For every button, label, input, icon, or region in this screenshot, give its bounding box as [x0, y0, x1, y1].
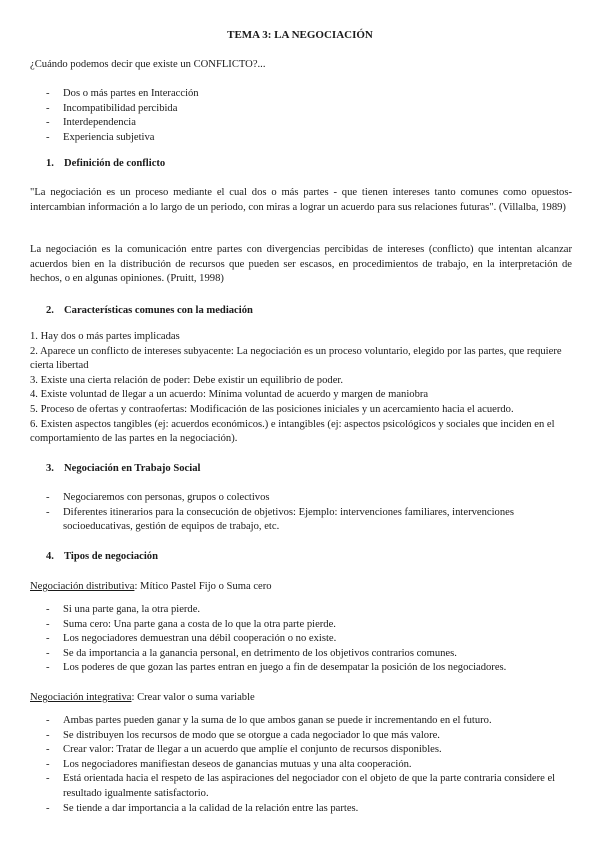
list-item: - Incompatibilidad percibida [46, 102, 178, 114]
list-item: 5. Proceso de ofertas y contraofertas: Modificación de las posiciones iniciales y un acercamiento hacia el acuerdo. [30, 403, 514, 415]
list-item: - Los poderes de que gozan las partes entran en juego a fin de desempatar la posición de los negociadores. [46, 662, 507, 674]
list-item: - Ambas partes pueden ganar y la suma de lo que ambos ganan se puede ir incrementando en el futuro. [46, 715, 492, 726]
section-heading-3: 3. Negociación en Trabajo Social [46, 463, 201, 474]
list-item: - Crear valor: Tratar de llegar a un acuerdo que amplíe el conjunto de recursos disponibles. [46, 744, 442, 756]
intro-question: ¿Cuándo podemos decir que existe un CONFLICTO?... [30, 59, 266, 70]
list-item: - Se tiende a dar importancia a la calidad de la relación entre las partes. [46, 802, 359, 814]
list-item: - Está orientada hacia el respeto de las aspiraciones del negociador con el objeto de que la parte contraria considere el resultado igualmente satisfactorio. [46, 773, 556, 799]
characteristics-list [30, 330, 572, 447]
list-item: 1. Hay dos o más partes implicadas [30, 331, 180, 342]
integrative-list [30, 714, 572, 816]
list-item: - Se da importancia a la ganancia personal, en detrimento de los objetivos contrarios comunes. [46, 647, 457, 659]
conflict-list [30, 87, 572, 145]
definition-paragraph: La negociación es la comunicación entre partes con divergencias percibidas de intereses (conflicto) que intentan alcanzar acuerdos bien en la distribución de recursos que pueden ser escasos, en procedimientos de trabajo, en la interpretación de hechos, o en algunas opiniones. (Pruitt, 1998) [30, 244, 572, 285]
list-item: - Suma cero: Una parte gana a costa de lo que la otra parte pierde. [46, 618, 336, 630]
list-item: 3. Existe una cierta relación de poder: Debe existir un equilibrio de poder. [30, 374, 343, 386]
list-item: - Se distribuyen los recursos de modo que se otorgue a cada negociador lo que más valore. [46, 729, 440, 741]
list-item: 2. Aparece un conflicto de intereses subyacente: La negociación es un proceso voluntario, elegido por las partes, que requiere cierta libertad [30, 345, 562, 372]
page-title: TEMA 3: LA NEGOCIACIÓN [227, 29, 373, 41]
section-heading-2: 2. Características comunes con la mediación [46, 305, 253, 316]
distributive-list [30, 603, 572, 676]
section-heading-4: 4. Tipos de negociación [46, 551, 158, 562]
integrative-heading: Negociación integrativa: Crear valor o suma variable [30, 692, 255, 703]
list-item: 6. Existen aspectos tangibles (ej: acuerdos económicos.) e intangibles (ej: aspectos psicológicos y sociales que inciden en el comportamiento de las partes en la negociación). [30, 418, 555, 445]
list-item: - Diferentes itinerarios para la consecución de objetivos: Ejemplo: intervenciones familiares, intervenciones socioeducativas, gestión de equipos de trabajo, etc. [46, 506, 514, 533]
definition-quote: "La negociación es un proceso mediante el cual dos o más partes - que tienen intereses tanto comunes como opuestos- intercambian información a lo largo de un periodo, con miras a lograr un acuerdo para sus relaciones futuras". (Villalba, 1989) [30, 187, 572, 213]
list-item: 4. Existe voluntad de llegar a un acuerdo: Mínima voluntad de acuerdo y margen de maniobra [30, 389, 429, 401]
section-heading-1: 1. Definición de conflicto [46, 158, 166, 169]
list-item: - Experiencia subjetiva [46, 131, 155, 143]
social-work-list [30, 491, 572, 535]
list-item: - Los negociadores demuestran una débil cooperación o no existe. [46, 633, 337, 645]
list-item: - Negociaremos con personas, grupos o colectivos [46, 492, 270, 503]
list-item: - Interdependencia [46, 117, 136, 129]
list-item: - Si una parte gana, la otra pierde. [46, 604, 201, 615]
distributive-heading: Negociación distributiva: Mítico Pastel Fijo o Suma cero [30, 581, 272, 592]
list-item: - Dos o más partes en Interacción [46, 88, 199, 99]
list-item: - Los negociadores manifiestan deseos de ganancias mutuas y una alta cooperación. [46, 758, 412, 770]
